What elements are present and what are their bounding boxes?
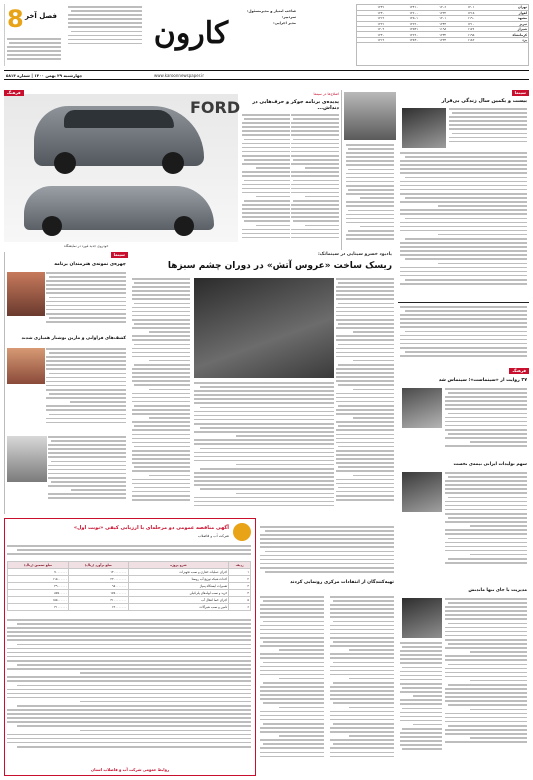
price-cell: تهران: [475, 5, 528, 10]
tender-header-cell: شرح پروژه: [128, 562, 229, 569]
right-column-top: [398, 90, 529, 300]
tender-cell: ۳۱۰۰۰۰۰۰: [8, 604, 69, 611]
car-caption: خودروی جدید فورد در نمایشگاه: [64, 244, 109, 248]
price-cell: ۱۲۱۹: [357, 37, 385, 42]
publisher-block: [236, 8, 296, 64]
center-headline: ریسک ساخت «عروس آتش» در دوران چشم سبزها: [167, 261, 392, 271]
price-cell: ۱۲۰۶: [419, 5, 447, 10]
right-bottom-headline: مدیریت با جای تنها ماندنش: [468, 588, 527, 593]
price-cell: ۱۲۴۰: [357, 10, 385, 15]
car-brand: FORD: [190, 98, 241, 117]
side-headline-2: کشف‌های فراوانی و مارین نوشتار همبازی شدند: [21, 336, 126, 341]
price-cell: مشهد: [475, 16, 528, 21]
price-cell: ۱۲۱۰: [447, 21, 475, 26]
middle-column: [344, 90, 396, 250]
tender-cell: ۱۱۵۰۰۰۰۰۰: [8, 576, 69, 583]
right-lower-headline: ۲۷ روایت از «سینماست»؛ سینماس شد: [438, 378, 527, 383]
tender-header-cell: مبلغ تضمین (ریال): [8, 562, 69, 569]
left-article-body: [291, 114, 339, 246]
car-upper-window: [64, 110, 174, 128]
tender-header-cell: مبلغ برآورد (ریال): [69, 562, 128, 569]
tender-cell: ۱۷۵۰۰۰۰۰۰۰: [69, 590, 128, 597]
price-cell: ۱۲۲۲: [419, 10, 447, 15]
tender-body: [7, 619, 251, 759]
side-photo-1: [7, 272, 45, 316]
tender-table-wrap: [7, 561, 251, 611]
tender-row: [8, 597, 251, 604]
price-cell: ۱۲۸۳۰: [385, 37, 419, 42]
tender-cell: ۳۱۰۰۰۰۰۰۰۰: [69, 597, 128, 604]
right-portrait: [402, 108, 446, 148]
tender-cell: ۲: [229, 576, 251, 583]
side-body-1: [46, 272, 126, 332]
price-cell: ۱۲۰۱: [447, 5, 475, 10]
price-cell: ۱۱۹۰: [447, 16, 475, 21]
price-cell: ۱۲۵۴۱: [385, 27, 419, 32]
tender-cell: اجرای عملیات حفاری و نصب تجهیزات: [128, 569, 229, 576]
tag-left: سینما: [111, 252, 128, 258]
center-bottom-body-top: [260, 526, 394, 578]
logo-text: کارون: [153, 16, 229, 51]
tender-intro: [7, 545, 251, 559]
tender-ad: [4, 518, 256, 776]
right-lower-photo-2: [402, 472, 442, 512]
price-cell: ۱۲۶۹۰: [385, 32, 419, 37]
center-kicker: یادبود خسرو سینایی در سینماتک:: [317, 252, 392, 257]
price-cell: تبریز: [475, 21, 528, 26]
center-photo: [194, 278, 334, 378]
tender-cell: احداث شبکه توزیع آب روستا: [128, 576, 229, 583]
car-wheel: [54, 152, 76, 174]
section-number: 8: [7, 5, 24, 33]
tender-cell: خرید و نصب لوله‌های پلی‌اتیلن: [128, 590, 229, 597]
price-cell: ۱۱۹۵: [447, 32, 475, 37]
price-cell: ۱۲۵۰۱: [385, 16, 419, 21]
price-cell: ۱۱۹۸: [419, 27, 447, 32]
middle-body: [346, 144, 394, 248]
section-label: فصل آخر: [25, 12, 57, 20]
tender-logo: [233, 523, 251, 541]
tender-row: [8, 604, 251, 611]
left-article-body-2: [242, 114, 290, 246]
tender-cell: ۱۵۵۰۰۰۰۰۰: [8, 597, 69, 604]
manager-label: مدیر اجرایی:: [273, 21, 296, 25]
tender-cell: ۲۳۰۰۰۰۰۰۰۰: [69, 576, 128, 583]
price-cell: ۱۲۶۰۰: [385, 10, 419, 15]
right-lower-body-e: [400, 642, 442, 772]
publisher-label: صاحب امتیاز و مدیرمسئول:: [246, 9, 296, 13]
tag-top: فرهنگ: [4, 90, 24, 96]
price-cell: ۱۱۷۶: [447, 27, 475, 32]
center-article: [130, 252, 396, 522]
left-article: [240, 90, 342, 250]
price-cell: ۱۲۱۲: [357, 16, 385, 21]
price-cell: ۱۲۴۴: [419, 21, 447, 26]
right-headline: بیست و یکمین سال زندگی بی‌قرار: [441, 98, 527, 104]
tender-cell: ۷۰۰۰۰۰۰۰: [8, 569, 69, 576]
section-box: [4, 4, 62, 66]
tender-cell: ۱۴۰۰۰۰۰۰۰۰: [69, 569, 128, 576]
center-bottom-body-r: [330, 596, 394, 772]
right-lower-photo: [402, 388, 442, 428]
center-bottom-headline: تهیه‌کنندگان از انتقادات مرکزی رونمایی کردند: [290, 580, 394, 585]
date-bar: [4, 70, 529, 80]
tender-company: شرکت آب و فاضلاب: [197, 534, 229, 538]
center-bottom-body-l: [260, 596, 324, 772]
tender-cell: تامین و نصب شیرآلات: [128, 604, 229, 611]
tender-header-row: [8, 562, 251, 569]
price-cell: ۱۲۴۱۰: [385, 5, 419, 10]
price-cell: کرمانشاه: [475, 32, 528, 37]
right-lower-body-a: [400, 306, 527, 364]
tender-cell: ۱: [229, 569, 251, 576]
tender-cell: ۶: [229, 604, 251, 611]
side-body-3: [48, 436, 126, 512]
tender-cell: ۵: [229, 597, 251, 604]
portrait-photo: [344, 92, 396, 140]
tender-title: آگهی مناقصه عمومی دو مرحله‌ای با ارزیابی کیفی «نوبت اول»: [73, 525, 229, 531]
center-body-right: [336, 278, 394, 518]
editor-label: سردبیر:: [281, 15, 296, 19]
tender-cell: ۶۲۰۰۰۰۰۰۰: [69, 604, 128, 611]
tender-footer: روابط عمومی شرکت آب و فاضلاب استان: [90, 767, 170, 772]
side-photo-2: [7, 348, 45, 384]
tender-row: [8, 569, 251, 576]
car-photo: [4, 94, 241, 242]
right-bottom-photo: [402, 598, 442, 638]
tender-cell: اجرای خط انتقال آب: [128, 597, 229, 604]
tag-right: سینما: [512, 90, 529, 96]
side-headline-1: چهره‌ی نمونه‌ی هنرمندان برنامه: [54, 262, 126, 267]
price-cell: شیراز: [475, 27, 528, 32]
price-cell: ۱۱۸۲: [447, 37, 475, 42]
right-column-lower: [398, 302, 529, 776]
website[interactable]: www.karoonnewspaper.ir: [154, 73, 205, 78]
left-sidebar: [4, 252, 128, 514]
right-lower-body-c: [445, 472, 527, 582]
price-cell: ۱۲۲۴: [419, 37, 447, 42]
center-bottom-article: [258, 524, 396, 776]
right-body: [449, 108, 527, 148]
tender-cell: تعمیرات ایستگاه پمپاژ: [128, 583, 229, 590]
price-cell: ۱۲۰۹: [357, 27, 385, 32]
tender-cell: ۸۷۵۰۰۰۰۰: [8, 590, 69, 597]
center-body-mid: [194, 382, 334, 518]
date-line: چهارشنبه ۲۹ بهمن ۱۴۰۰ | شماره ۵۸۱۴: [6, 73, 83, 78]
masthead: [4, 4, 529, 92]
side-body-2: [46, 348, 126, 434]
tag-right-2: فرهنگ: [509, 368, 529, 374]
left-headline: پدیده‌ی برنامه جوکر و حرف‌هایی در دنداش...: [252, 99, 339, 111]
tender-row: [8, 583, 251, 590]
tender-cell: ۴: [229, 590, 251, 597]
car-wheel: [162, 152, 184, 174]
logo: [150, 10, 232, 66]
price-row: [357, 37, 528, 42]
right-lower-headline-2: سهم تولیدات ایرانی نیمه‌ی نخست: [453, 462, 527, 467]
price-cell: اهواز: [475, 10, 528, 15]
right-body-2: [400, 152, 527, 298]
price-table: [356, 4, 529, 66]
price-cell: یزد: [475, 37, 528, 42]
price-cell: ۱۲۴۰: [357, 32, 385, 37]
tender-cell: ۳: [229, 583, 251, 590]
tender-header-cell: ردیف: [229, 562, 251, 569]
tender-row: [8, 590, 251, 597]
right-lower-body-b: [445, 388, 527, 458]
price-cell: ۱۲۲۱: [357, 21, 385, 26]
car-wheel: [174, 216, 194, 236]
car-article: [4, 90, 241, 250]
left-kicker: اصلاح‌ها در سینما: [313, 92, 339, 96]
right-lower-body-d: [445, 598, 527, 772]
tender-row: [8, 576, 251, 583]
section-teaser: [7, 38, 61, 64]
price-cell: ۱۲۶۲۰: [385, 21, 419, 26]
car-wheel: [42, 216, 62, 236]
price-cell: ۱۲۳۲: [419, 32, 447, 37]
price-cell: ۱۲۱۵: [447, 10, 475, 15]
center-body-left: [132, 278, 190, 518]
price-cell: ۱۲۳۱: [357, 5, 385, 10]
price-cell: ۱۲۰۱: [419, 16, 447, 21]
tender-cell: ۹۸۰۰۰۰۰۰۰: [69, 583, 128, 590]
masthead-info: [68, 6, 142, 52]
divider: [398, 302, 529, 303]
tender-cell: ۴۹۰۰۰۰۰۰: [8, 583, 69, 590]
side-photo-3: [7, 436, 47, 482]
